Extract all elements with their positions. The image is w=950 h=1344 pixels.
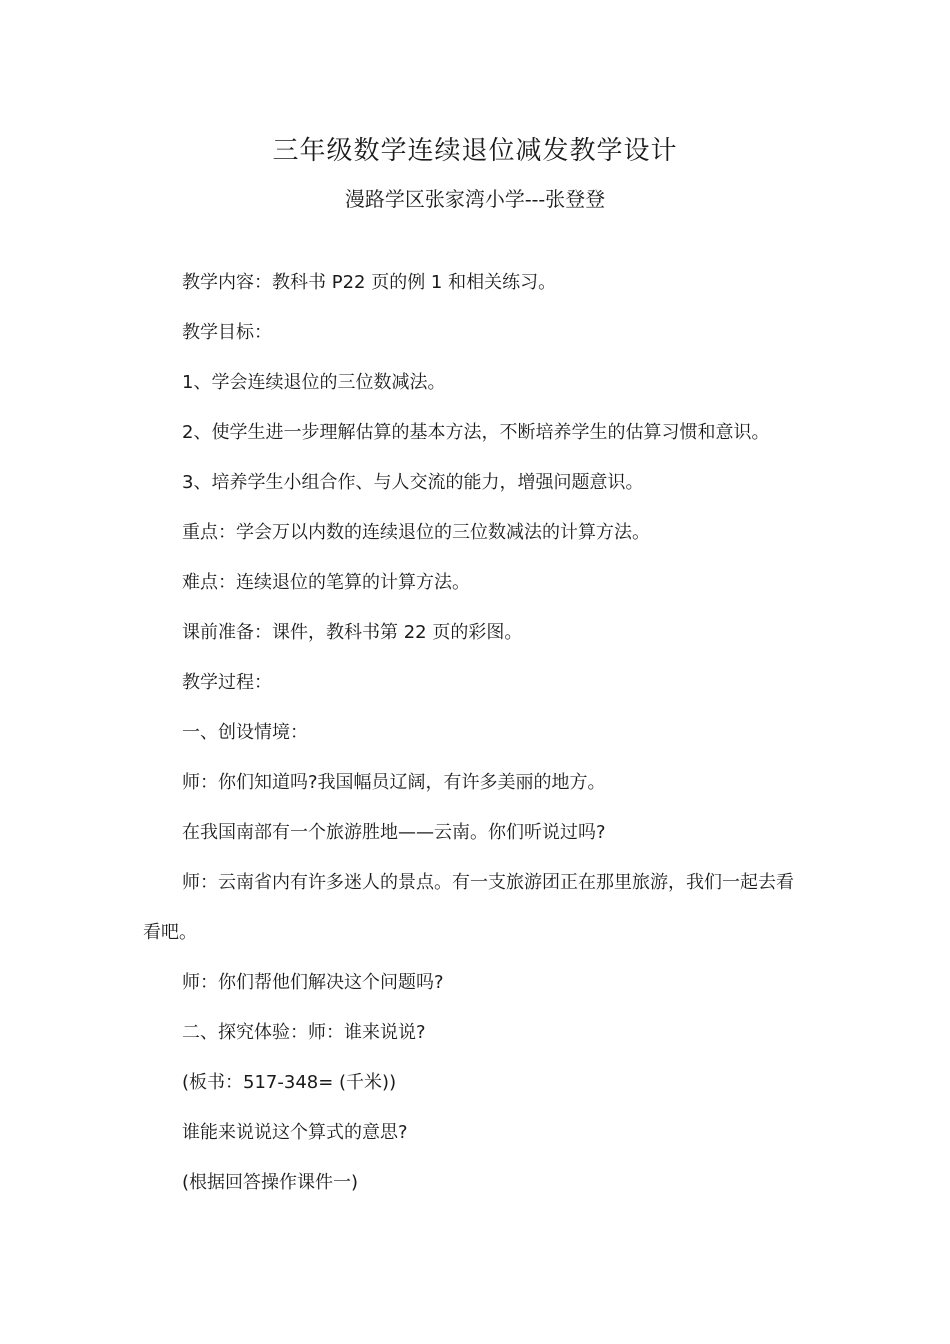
paragraph-courseware-note: (根据回答操作课件一) xyxy=(182,1172,359,1193)
paragraph-teacher-line-2: 师：云南省内有许多迷人的景点。有一支旅游团正在那里旅游，我们一起去看看吧。 xyxy=(143,872,794,943)
paragraph-preparation: 课前准备：课件，教科书第 22 页的彩图。 xyxy=(182,622,523,643)
paragraph-board-note: (板书：517-348= (千米)) xyxy=(182,1072,397,1093)
paragraph-teacher-line-1: 师：你们知道吗?我国幅员辽阔，有许多美丽的地方。 xyxy=(182,772,606,793)
paragraph-question: 谁能来说说这个算式的意思? xyxy=(182,1122,408,1143)
paragraph-teaching-content: 教学内容：教科书 P22 页的例 1 和相关练习。 xyxy=(182,272,557,293)
document-title: 三年级数学连续退位减发教学设计 xyxy=(272,136,678,166)
paragraph-process-heading: 教学过程： xyxy=(182,672,272,693)
paragraph-yunnan-intro: 在我国南部有一个旅游胜地——云南。你们听说过吗? xyxy=(182,822,606,843)
paragraph-goal-2: 2、使学生进一步理解估算的基本方法，不断培养学生的估算习惯和意识。 xyxy=(182,422,770,443)
paragraph-section-2-heading: 二、探究体验：师：谁来说说? xyxy=(182,1022,426,1043)
paragraph-difficulty: 难点：连续退位的笔算的计算方法。 xyxy=(182,572,470,593)
paragraph-teaching-goals-heading: 教学目标： xyxy=(182,322,272,343)
document-subtitle: 漫路学区张家湾小学---张登登 xyxy=(344,187,606,211)
paragraph-goal-1: 1、学会连续退位的三位数减法。 xyxy=(182,372,446,393)
paragraph-section-1-heading: 一、创设情境： xyxy=(182,722,308,743)
paragraph-goal-3: 3、培养学生小组合作、与人交流的能力，增强问题意识。 xyxy=(182,472,644,493)
paragraph-teacher-line-3: 师：你们帮他们解决这个问题吗? xyxy=(182,972,444,993)
document-body xyxy=(143,258,808,1208)
paragraph-key-point: 重点：学会万以内数的连续退位的三位数减法的计算方法。 xyxy=(182,522,650,543)
